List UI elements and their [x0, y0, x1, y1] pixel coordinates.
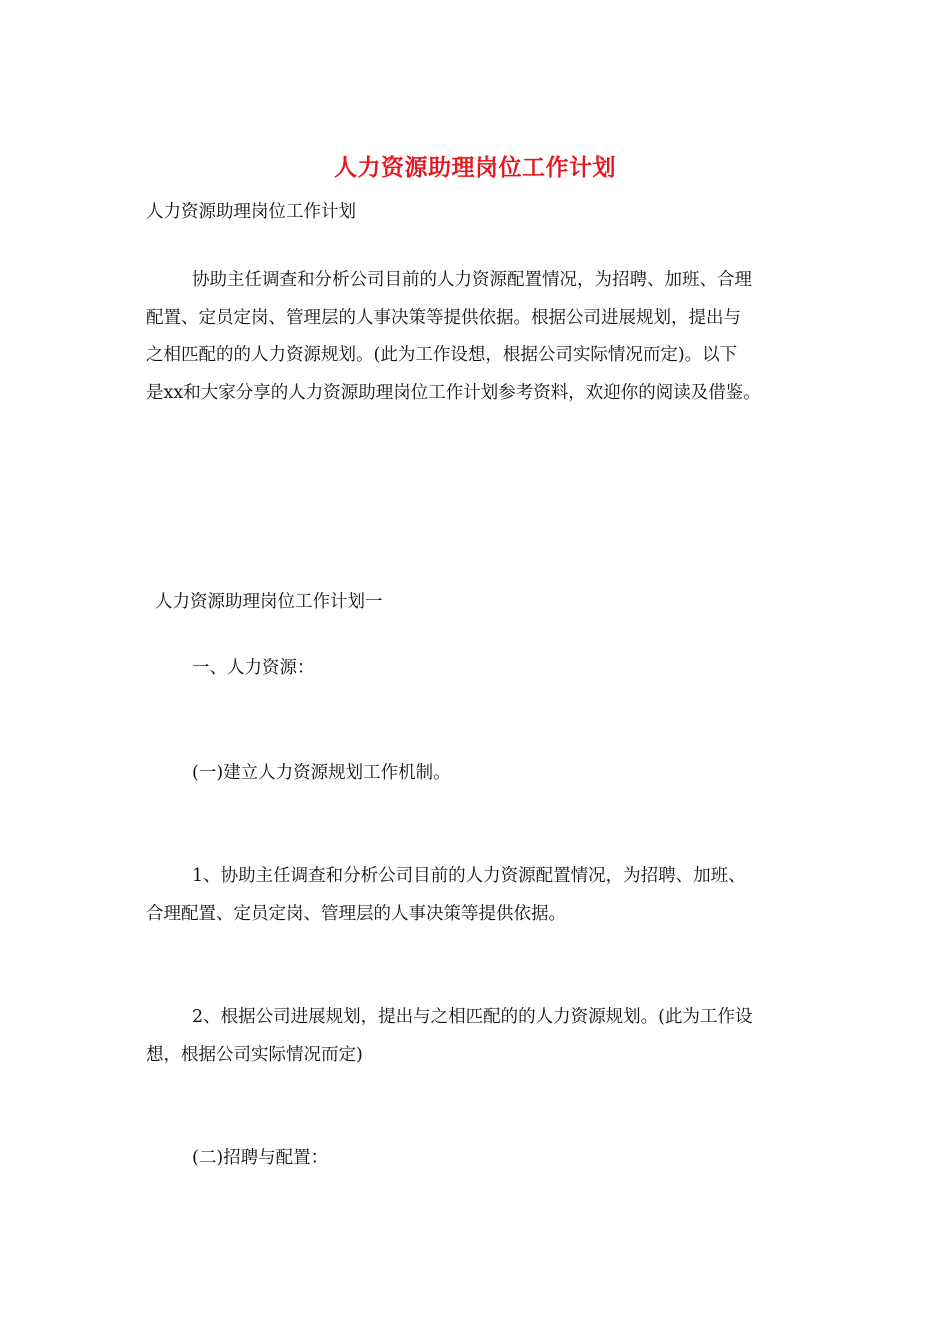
document-title: 人力资源助理岗位工作计划	[334, 154, 616, 181]
item-line: 1、协助主任调查和分析公司目前的人力资源配置情况，为招聘、加班、	[192, 866, 746, 886]
part-heading: 一、人力资源：	[192, 658, 315, 678]
section-heading: 人力资源助理岗位工作计划一	[155, 592, 383, 612]
subsection-heading: (二)招聘与配置：	[192, 1148, 329, 1168]
intro-line: 是xx和大家分享的人力资源助理岗位工作计划参考资料，欢迎你的阅读及借鉴。	[146, 383, 761, 403]
document-subtitle: 人力资源助理岗位工作计划	[146, 202, 356, 222]
subsection-heading: (一)建立人力资源规划工作机制。	[192, 763, 451, 783]
intro-line: 配置、定员定岗、管理层的人事决策等提供依据。根据公司进展规划，提出与	[146, 308, 741, 328]
intro-line: 之相匹配的的人力资源规划。(此为工作设想，根据公司实际情况而定)。以下	[146, 345, 738, 365]
intro-line: 协助主任调查和分析公司目前的人力资源配置情况，为招聘、加班、合理	[192, 270, 752, 290]
item-line: 2、根据公司进展规划，提出与之相匹配的的人力资源规划。(此为工作设	[192, 1007, 753, 1027]
item-line: 想，根据公司实际情况而定)	[146, 1045, 363, 1065]
item-line: 合理配置、定员定岗、管理层的人事决策等提供依据。	[146, 904, 566, 924]
